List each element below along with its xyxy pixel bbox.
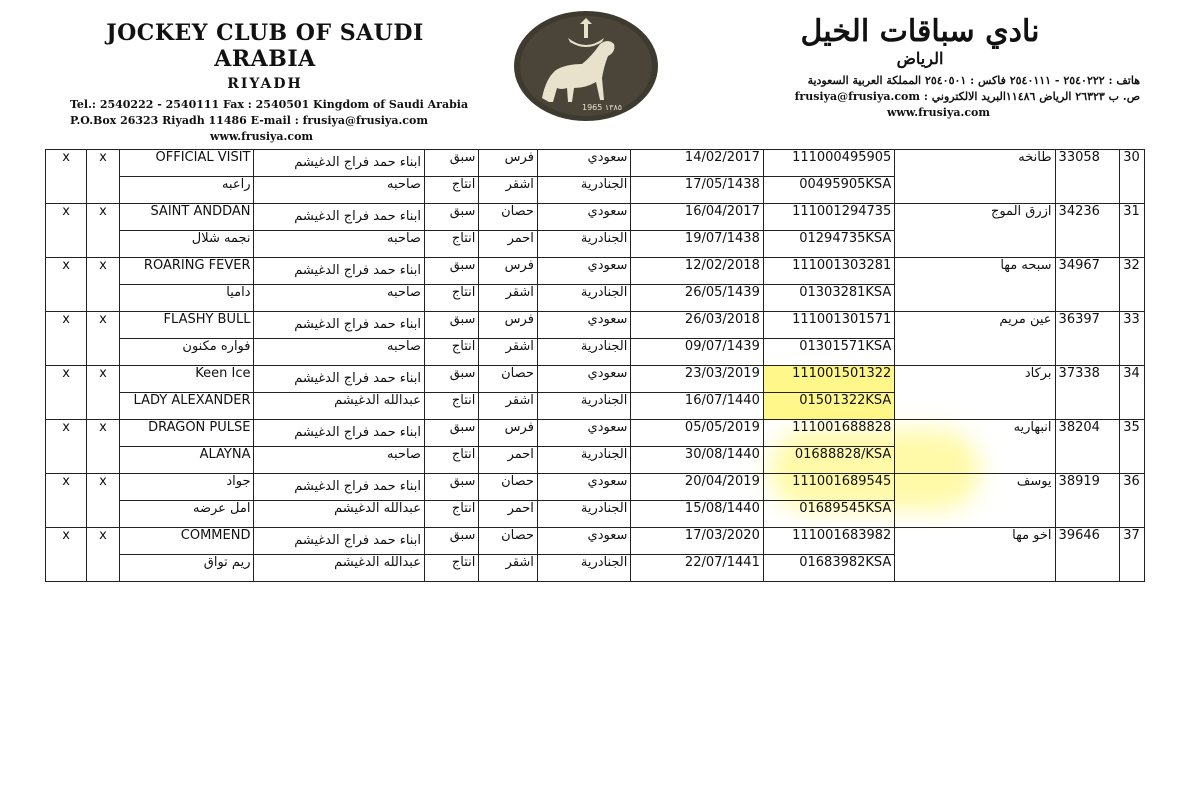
dob-cell: 12/02/2018: [631, 258, 763, 285]
sex-cell: حصان: [479, 528, 538, 555]
chip-cell: 111001303281: [763, 258, 894, 285]
table-row: [46, 150, 1145, 177]
dob-h-cell: 19/07/1438: [631, 231, 763, 258]
name-cell: يوسف: [895, 474, 1055, 528]
dob-cell: 16/04/2017: [631, 204, 763, 231]
contact-line-arabic: هاتف : ٢٥٤٠٢٢٢ - ٢٥٤٠١١١ فاكس : ٢٥٤٠٥٠١ المملكة العربية السعودية: [807, 74, 1140, 87]
sire-cell: ROARING FEVER: [119, 258, 254, 285]
id-cell: 36397: [1055, 312, 1120, 366]
m1-cell: x: [46, 474, 87, 528]
name-cell: عين مريم: [895, 312, 1055, 366]
country-cell: سعودي: [537, 420, 630, 447]
city-english: RIYADH: [227, 76, 303, 92]
letterhead-english: [70, 20, 490, 143]
chip-cell: 111001683982: [763, 528, 894, 555]
club-name-arabic: نادي سباقات الخيل: [800, 14, 1040, 49]
breeder-cell: عبدالله الدغيشم: [254, 555, 424, 582]
country-cell: سعودي: [537, 258, 630, 285]
m1-cell: x: [46, 258, 87, 312]
dam-cell: فواره مكنون: [119, 339, 254, 366]
club-logo: [512, 10, 660, 122]
m2-cell: x: [87, 366, 120, 420]
passport-cell: 01294735KSA: [763, 231, 894, 258]
address-line-arabic: ص. ب ٢٦٣٢٣ الرياض ١١٤٨٦البريد الالكتروني : frusiya@frusiya.com: [794, 90, 1140, 103]
color-cell: احمر: [479, 501, 538, 528]
sex-cell: فرس: [479, 420, 538, 447]
dob-cell: 05/05/2019: [631, 420, 763, 447]
country-cell: سعودي: [537, 366, 630, 393]
no-cell: 37: [1120, 528, 1145, 582]
sex-cell: حصان: [479, 366, 538, 393]
website-english: www.frusiya.com: [210, 130, 314, 143]
no-cell: 30: [1120, 150, 1145, 204]
m1-cell: x: [46, 150, 87, 204]
owner-cell: ابناء حمد فراج الدغيشم: [254, 258, 424, 285]
color-cell: احمر: [479, 447, 538, 474]
m1-cell: x: [46, 204, 87, 258]
type-cell: سبق: [424, 150, 478, 177]
origin-cell: انتاج: [424, 393, 478, 420]
dam-cell: داميا: [119, 285, 254, 312]
m1-cell: x: [46, 366, 87, 420]
passport-cell: 00495905KSA: [763, 177, 894, 204]
breeder-cell: صاحبه: [254, 339, 424, 366]
owner-cell: ابناء حمد فراج الدغيشم: [254, 528, 424, 555]
type-cell: سبق: [424, 420, 478, 447]
dob-cell: 17/03/2020: [631, 528, 763, 555]
type-cell: سبق: [424, 366, 478, 393]
chip-cell: 111000495905: [763, 150, 894, 177]
color-cell: اشقر: [479, 177, 538, 204]
breed-cell: الجنادرية: [537, 393, 630, 420]
passport-cell: 01301571KSA: [763, 339, 894, 366]
name-cell: انبهاريه: [895, 420, 1055, 474]
passport-cell: 01501322KSA: [763, 393, 894, 420]
dob-h-cell: 26/05/1439: [631, 285, 763, 312]
breeder-cell: عبدالله الدغيشم: [254, 501, 424, 528]
website-arabic: www.frusiya.com: [886, 106, 990, 119]
table-row: [46, 366, 1145, 393]
country-cell: سعودي: [537, 204, 630, 231]
address-line-english: P.O.Box 26323 Riyadh 11486 E-mail : frusiya@frusiya.com: [70, 114, 428, 127]
type-cell: سبق: [424, 528, 478, 555]
breed-cell: الجنادرية: [537, 231, 630, 258]
type-cell: سبق: [424, 312, 478, 339]
table-row: [46, 258, 1145, 285]
dam-cell: ALAYNA: [119, 447, 254, 474]
id-cell: 39646: [1055, 528, 1120, 582]
sire-cell: DRAGON PULSE: [119, 420, 254, 447]
m2-cell: x: [87, 258, 120, 312]
logo-years: 1965 ١٣٨٥: [582, 103, 623, 112]
passport-cell: 01303281KSA: [763, 285, 894, 312]
dob-h-cell: 17/05/1438: [631, 177, 763, 204]
color-cell: اشقر: [479, 339, 538, 366]
club-name-english: JOCKEY CLUB OF SAUDI ARABIA: [106, 20, 424, 72]
sire-cell: OFFICIAL VISIT: [119, 150, 254, 177]
breeder-cell: صاحبه: [254, 285, 424, 312]
sire-cell: جواد: [119, 474, 254, 501]
dob-h-cell: 22/07/1441: [631, 555, 763, 582]
owner-cell: ابناء حمد فراج الدغيشم: [254, 150, 424, 177]
type-cell: سبق: [424, 474, 478, 501]
origin-cell: انتاج: [424, 339, 478, 366]
color-cell: احمر: [479, 231, 538, 258]
dob-cell: 14/02/2017: [631, 150, 763, 177]
passport-cell: 01688828/KSA: [763, 447, 894, 474]
no-cell: 35: [1120, 420, 1145, 474]
horse-registry-table: [45, 149, 1145, 582]
chip-cell: 111001688828: [763, 420, 894, 447]
owner-cell: ابناء حمد فراج الدغيشم: [254, 312, 424, 339]
color-cell: اشقر: [479, 393, 538, 420]
country-cell: سعودي: [537, 150, 630, 177]
m2-cell: x: [87, 204, 120, 258]
country-cell: سعودي: [537, 312, 630, 339]
type-cell: سبق: [424, 204, 478, 231]
name-cell: بركاد: [895, 366, 1055, 420]
no-cell: 33: [1120, 312, 1145, 366]
dam-cell: ريم تواق: [119, 555, 254, 582]
dam-cell: LADY ALEXANDER: [119, 393, 254, 420]
dob-cell: 23/03/2019: [631, 366, 763, 393]
passport-cell: 01683982KSA: [763, 555, 894, 582]
city-arabic: الرياض: [896, 49, 944, 68]
m2-cell: x: [87, 420, 120, 474]
id-cell: 34236: [1055, 204, 1120, 258]
owner-cell: ابناء حمد فراج الدغيشم: [254, 204, 424, 231]
dob-cell: 26/03/2018: [631, 312, 763, 339]
name-cell: سبحه مها: [895, 258, 1055, 312]
table-row: [46, 474, 1145, 501]
no-cell: 36: [1120, 474, 1145, 528]
dam-cell: راعبه: [119, 177, 254, 204]
name-cell: اخو مها: [895, 528, 1055, 582]
m1-cell: x: [46, 420, 87, 474]
chip-cell: 111001294735: [763, 204, 894, 231]
no-cell: 32: [1120, 258, 1145, 312]
m1-cell: x: [46, 312, 87, 366]
type-cell: سبق: [424, 258, 478, 285]
breeder-cell: صاحبه: [254, 231, 424, 258]
dob-cell: 20/04/2019: [631, 474, 763, 501]
sex-cell: فرس: [479, 258, 538, 285]
sex-cell: حصان: [479, 204, 538, 231]
id-cell: 38919: [1055, 474, 1120, 528]
breeder-cell: صاحبه: [254, 447, 424, 474]
origin-cell: انتاج: [424, 231, 478, 258]
chip-cell: 111001689545: [763, 474, 894, 501]
breed-cell: الجنادرية: [537, 177, 630, 204]
owner-cell: ابناء حمد فراج الدغيشم: [254, 366, 424, 393]
sire-cell: FLASHY BULL: [119, 312, 254, 339]
origin-cell: انتاج: [424, 285, 478, 312]
breed-cell: الجنادرية: [537, 285, 630, 312]
table-row: [46, 420, 1145, 447]
table-row: [46, 204, 1145, 231]
owner-cell: ابناء حمد فراج الدغيشم: [254, 420, 424, 447]
sex-cell: فرس: [479, 150, 538, 177]
table-row: [46, 312, 1145, 339]
m2-cell: x: [87, 528, 120, 582]
passport-cell: 01689545KSA: [763, 501, 894, 528]
sex-cell: حصان: [479, 474, 538, 501]
id-cell: 34967: [1055, 258, 1120, 312]
origin-cell: انتاج: [424, 177, 478, 204]
letterhead-arabic: [700, 14, 1140, 119]
dob-h-cell: 09/07/1439: [631, 339, 763, 366]
m2-cell: x: [87, 474, 120, 528]
id-cell: 38204: [1055, 420, 1120, 474]
color-cell: اشقر: [479, 555, 538, 582]
sire-cell: SAINT ANDDAN: [119, 204, 254, 231]
dam-cell: نجمه شلال: [119, 231, 254, 258]
name-cell: ازرق الموج: [895, 204, 1055, 258]
breeder-cell: عبدالله الدغيشم: [254, 393, 424, 420]
country-cell: سعودي: [537, 474, 630, 501]
id-cell: 37338: [1055, 366, 1120, 420]
owner-cell: ابناء حمد فراج الدغيشم: [254, 474, 424, 501]
chip-cell: 111001301571: [763, 312, 894, 339]
m2-cell: x: [87, 150, 120, 204]
sire-cell: Keen Ice: [119, 366, 254, 393]
table-row: [46, 528, 1145, 555]
breed-cell: الجنادرية: [537, 501, 630, 528]
origin-cell: انتاج: [424, 555, 478, 582]
contact-line-english: Tel.: 2540222 - 2540111 Fax : 2540501 Kingdom of Saudi Arabia: [70, 98, 469, 111]
breed-cell: الجنادرية: [537, 555, 630, 582]
breed-cell: الجنادرية: [537, 339, 630, 366]
m2-cell: x: [87, 312, 120, 366]
dob-h-cell: 15/08/1440: [631, 501, 763, 528]
sire-cell: COMMEND: [119, 528, 254, 555]
name-cell: طانخه: [895, 150, 1055, 204]
dob-h-cell: 16/07/1440: [631, 393, 763, 420]
letterhead: [0, 0, 1200, 143]
origin-cell: انتاج: [424, 447, 478, 474]
no-cell: 34: [1120, 366, 1145, 420]
chip-cell: 111001501322: [763, 366, 894, 393]
m1-cell: x: [46, 528, 87, 582]
dam-cell: امل عرضه: [119, 501, 254, 528]
sex-cell: فرس: [479, 312, 538, 339]
no-cell: 31: [1120, 204, 1145, 258]
id-cell: 33058: [1055, 150, 1120, 204]
dob-h-cell: 30/08/1440: [631, 447, 763, 474]
breeder-cell: صاحبه: [254, 177, 424, 204]
breed-cell: الجنادرية: [537, 447, 630, 474]
origin-cell: انتاج: [424, 501, 478, 528]
country-cell: سعودي: [537, 528, 630, 555]
color-cell: اشقر: [479, 285, 538, 312]
